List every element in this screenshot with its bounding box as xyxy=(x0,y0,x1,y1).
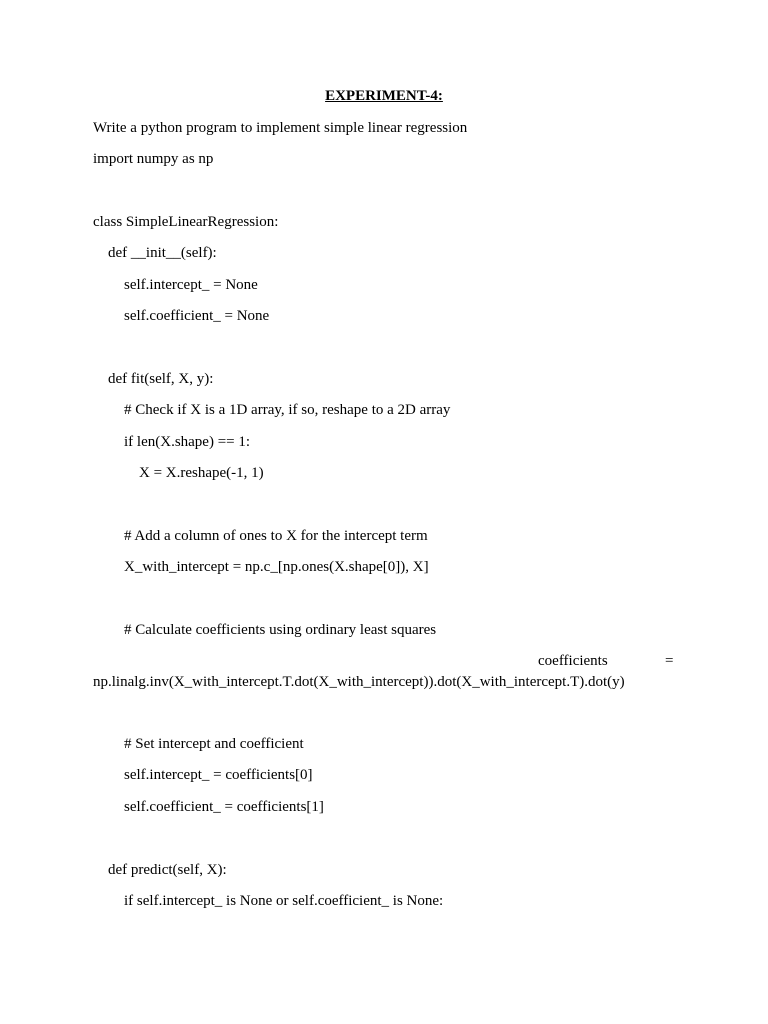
code-line-comment-ones: # Add a column of ones to X for the intercept term xyxy=(124,528,428,544)
code-line-comment-ols: # Calculate coefficients using ordinary least squares xyxy=(124,622,437,638)
code-line-set-intercept: self.intercept_ = coefficients[0] xyxy=(124,767,313,783)
code-line-linalg: np.linalg.inv(X_with_intercept.T.dot(X_with_intercept)).dot(X_with_intercept.T).dot(y) xyxy=(93,674,625,690)
code-line-init-intercept: self.intercept_ = None xyxy=(124,277,258,293)
code-line-comment-check: # Check if X is a 1D array, if so, reshape to a 2D array xyxy=(124,402,451,418)
code-line-init-def: def __init__(self): xyxy=(108,245,217,261)
code-line-if-none: if self.intercept_ is None or self.coefficient_ is None: xyxy=(124,893,444,909)
code-line-class-def: class SimpleLinearRegression: xyxy=(93,214,279,230)
code-line-import: import numpy as np xyxy=(93,151,214,167)
code-line-x-with-intercept: X_with_intercept = np.c_[np.ones(X.shape[0]), X] xyxy=(124,559,429,575)
code-line-set-coef: self.coefficient_ = coefficients[1] xyxy=(124,799,324,815)
code-line-if-len: if len(X.shape) == 1: xyxy=(124,434,251,450)
code-line-reshape: X = X.reshape(-1, 1) xyxy=(139,465,264,481)
code-word-equals: = xyxy=(665,653,674,669)
intro-text: Write a python program to implement simple linear regression xyxy=(93,120,468,136)
code-line-comment-set: # Set intercept and coefficient xyxy=(124,736,304,752)
document-title: EXPERIMENT-4: xyxy=(325,88,443,104)
code-word-coefficients: coefficients xyxy=(538,653,608,669)
code-line-init-coef: self.coefficient_ = None xyxy=(124,308,270,324)
code-line-fit-def: def fit(self, X, y): xyxy=(108,371,214,387)
code-line-predict-def: def predict(self, X): xyxy=(108,862,227,878)
